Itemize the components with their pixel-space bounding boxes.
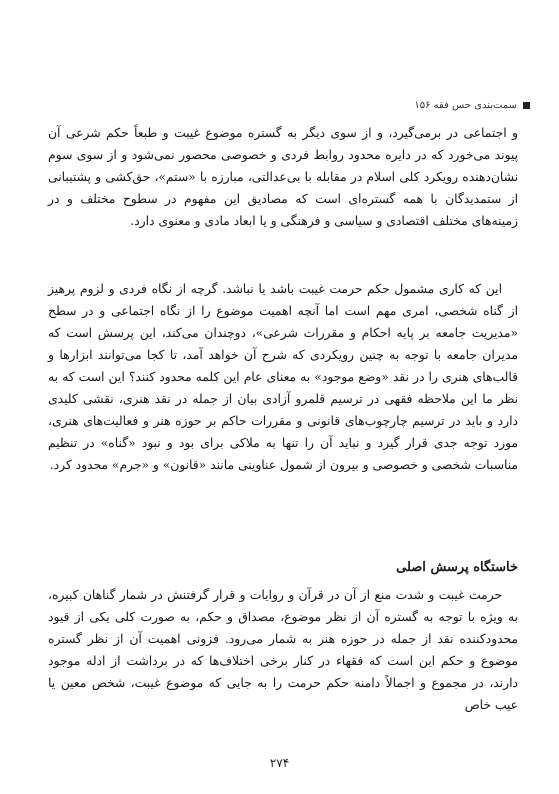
running-head-marker-icon [523, 102, 530, 109]
section-heading: خاستگاه پرسش اصلی [396, 560, 518, 575]
section-paragraph [48, 584, 518, 716]
page-number: ۲۷۴ [269, 756, 290, 770]
paragraph-text: این که کاری مشمول حکم حرمت غیبت باشد یا نباشد. گرچه از نگاه فردی و لزوم پرهیز از گناه شخصی، امری مهم است اما آنچه اهمیت موضوع را از نگاه اجتماعی و در سطح «مدیریت جامعه بر پایه احکام و مقررات شرعی»، دوچندان می‌کند، این پرسش است که مدیران جامعه با توجه به چنین رویکردی که شرح آن خواهد آمد، تا کجا می‌توانند ابزارها و قالب‌های هنری را در نقد «وضع موجود» به معنای عام این کلمه محدود کنند؟ این است که به نظر ما این ملاحظه فقهی در ترسیم قلمرو آزادی بیان از جمله در نقد هنری، نقشی کلیدی دارد و باید در ترسیم چارچوب‌های قانونی و مقررات حاکم بر حوزه هنر و فعالیت‌های هنری، مورد توجه جدی قرار گیرد و نباید آن را تنها به ملاکی برای بود و نبود «گناه» در تنظیم مناسبات شخصی و خصوصی و بیرون از شمول عناوینی مانند «قانون» و «جرم» محدود کرد. [48, 282, 518, 472]
body-paragraph-1 [48, 122, 518, 232]
paragraph-text: و اجتماعی در برمی‌گیرد، و از سوی دیگر به گستره موضوع غیبت و طبعاً حکم شرعی آن پیوند می‌خورد که در دایره محدود روابط فردی و خصوصی محصور نمی‌شود و از سوی سوم نشان‌دهنده رویکرد کلی اسلام در مقابله با بی‌عدالتی، مبارزه با «ستم»، حق‌کشی و پشتیبانی از ستمدیدگان با همه گستره‌ای است که مصادیق این مفهوم در سطوح مختلف و در زمینه‌های مختلف اقتصادی و سیاسی و فرهنگی و یا ابعاد مادی و معنوی دارد. [48, 126, 518, 228]
running-head-text: سمت‌بندی حس فقه ۱۵۶ [414, 100, 517, 111]
body-paragraph-2 [48, 278, 518, 476]
running-head [330, 100, 530, 111]
paragraph-text: حرمت غیبت و شدت منع از آن در قرآن و روایات و قرار گرفتنش در شمار گناهان کبیره، به ویژه با توجه به گستره آن از نظر موضوع، مصداق و حکم، به صورت کلی یکی از قیود محدودکننده نقد از جمله در حوزه هنر به شمار می‌رود. فزونی اهمیت آن از نظر گستره موضوع و حکم این است که فقهاء در کنار برخی اختلاف‌ها که در برداشت از ادله موجود دارند، در مجموع و اجمالاً دامنه حکم حرمت را به جایی که موضوع غیبت، شخص معین یا عیب خاص [48, 588, 518, 712]
